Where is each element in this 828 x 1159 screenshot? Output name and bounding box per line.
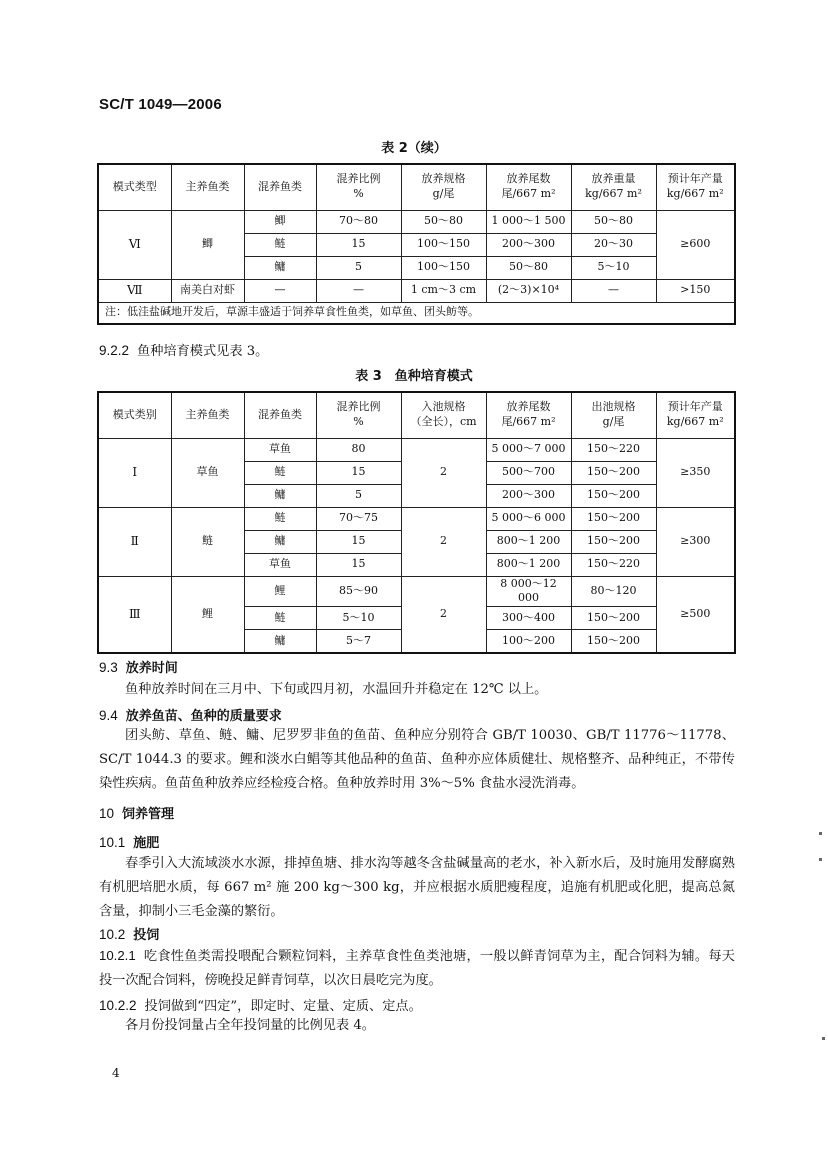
t3-cell: 鳙 — [244, 484, 316, 507]
t2-mode7-type: Ⅶ — [98, 279, 171, 302]
t2-cell: 1 000～1 500 — [486, 210, 571, 233]
table-row — [98, 438, 735, 461]
t2-cell: — — [244, 279, 316, 302]
t2-cell: — — [571, 279, 656, 302]
t2-cell: 15 — [316, 233, 401, 256]
t3-h-main: 主养鱼类 — [171, 392, 244, 438]
page-number: 4 — [112, 1066, 120, 1080]
t3-g3-main: 鲤 — [171, 576, 244, 653]
t3-cell: 200～300 — [486, 484, 571, 507]
table3 — [97, 391, 736, 654]
table2-note-row — [98, 302, 735, 324]
t3-cell: 100～200 — [486, 630, 571, 653]
t3-cell: 5 000～7 000 — [486, 438, 571, 461]
t2-cell: 50～80 — [486, 256, 571, 279]
t3-cell: 15 — [316, 461, 401, 484]
section-10-1-heading: 10.1 施肥 — [99, 835, 160, 851]
section-9-3-text: 鱼种放养时间在三月中、下旬或四月初，水温回升并稳定在 12℃ 以上。 — [125, 682, 548, 697]
t2-cell: (2～3)×10⁴ — [486, 279, 571, 302]
t3-g1-type: Ⅰ — [98, 438, 171, 507]
t2-mode6-type: Ⅵ — [98, 210, 171, 279]
t2-h-yield: 预计年产量 kg/667 m² — [656, 164, 735, 210]
section-9-4-heading: 9.4 放养鱼苗、鱼种的质量要求 — [99, 708, 282, 724]
t2-cell: 5 — [316, 256, 401, 279]
t3-h-insize: 入池规格 （全长），cm — [401, 392, 486, 438]
table-row — [98, 210, 735, 233]
t2-h-weight: 放养重量 kg/667 m² — [571, 164, 656, 210]
t3-cell: 5 000～6 000 — [486, 507, 571, 530]
table-row — [98, 507, 735, 530]
table2 — [97, 163, 736, 325]
table2-note: 注：低洼盐碱地开发后，草源丰盛适于饲养草食性鱼类，如草鱼、团头鲂等。 — [98, 302, 735, 324]
t3-cell: 鲢 — [244, 507, 316, 530]
t3-cell: 草鱼 — [244, 553, 316, 576]
t3-cell: 5 — [316, 484, 401, 507]
t2-cell: — — [316, 279, 401, 302]
t3-cell: 70～75 — [316, 507, 401, 530]
t3-g1-main: 草鱼 — [171, 438, 244, 507]
table2-header-row — [98, 164, 735, 210]
table-row — [98, 279, 735, 302]
t3-cell: 150～200 — [571, 507, 656, 530]
table3-caption: 表 3 鱼种培育模式 — [355, 369, 473, 384]
t2-cell: 鲫 — [244, 210, 316, 233]
t2-h-main: 主养鱼类 — [171, 164, 244, 210]
t3-g2-yield: ≥300 — [656, 507, 735, 576]
section-9-3-heading: 9.3 放养时间 — [99, 660, 178, 676]
t2-mode6-yield: ≥600 — [656, 210, 735, 279]
t3-cell: 8 000～12 000 — [486, 576, 571, 607]
section-10-2-heading: 10.2 投饲 — [99, 927, 160, 943]
t3-cell: 15 — [316, 530, 401, 553]
table3-header-row — [98, 392, 735, 438]
t3-cell: 300～400 — [486, 607, 571, 630]
t2-h-spec: 放养规格 g/尾 — [401, 164, 486, 210]
t3-cell: 85～90 — [316, 576, 401, 607]
t2-cell: 100～150 — [401, 256, 486, 279]
section-10-2-2-text: 10.2.2 投饲做到“四定”，即定时、定量、定质、定点。 — [99, 998, 422, 1014]
t3-cell: 150～200 — [571, 630, 656, 653]
t3-cell: 鳙 — [244, 530, 316, 553]
t2-cell: 50～80 — [401, 210, 486, 233]
t2-cell: 鲢 — [244, 233, 316, 256]
t2-cell: >150 — [656, 279, 735, 302]
t3-cell: 15 — [316, 553, 401, 576]
t2-h-mixed: 混养鱼类 — [244, 164, 316, 210]
t2-cell: 南美白对虾 — [171, 279, 244, 302]
t3-cell: 150～220 — [571, 553, 656, 576]
t3-cell: 150～200 — [571, 484, 656, 507]
t3-g1-yield: ≥350 — [656, 438, 735, 507]
section-9-2-2: 9.2.2 鱼种培育模式见表 3。 — [99, 343, 269, 359]
t3-h-type: 模式类别 — [98, 392, 171, 438]
t2-cell: 鳙 — [244, 256, 316, 279]
t2-cell: 5～10 — [571, 256, 656, 279]
t2-mode6-main: 鲫 — [171, 210, 244, 279]
section-10-2-1-text: 10.2.1 吃食性鱼类需投喂配合颗粒饲料，主养草食性鱼类池塘，一般以鲜青饲草为主，配合饲料为辅。每天投一次配合饲料，傍晚投足鲜青饲草，以次日晨吃完为度。 — [99, 948, 735, 988]
t3-cell: 80 — [316, 438, 401, 461]
t2-h-type: 模式类型 — [98, 164, 171, 210]
t3-cell: 150～200 — [571, 607, 656, 630]
t2-cell: 200～300 — [486, 233, 571, 256]
t3-h-mixed: 混养鱼类 — [244, 392, 316, 438]
t3-h-ratio: 混养比例 % — [316, 392, 401, 438]
t3-g2-type: Ⅱ — [98, 507, 171, 576]
t3-cell: 鲢 — [244, 607, 316, 630]
scan-mark — [819, 858, 822, 861]
t3-g1-size: 2 — [401, 438, 486, 507]
t3-g3-type: Ⅲ — [98, 576, 171, 653]
t3-h-count: 放养尾数 尾/667 m² — [486, 392, 571, 438]
t2-cell: 20～30 — [571, 233, 656, 256]
t3-cell: 鲢 — [244, 461, 316, 484]
t3-cell: 草鱼 — [244, 438, 316, 461]
t2-cell: 50～80 — [571, 210, 656, 233]
t3-cell: 鲤 — [244, 576, 316, 607]
section-10-heading: 10 饲养管理 — [99, 806, 175, 822]
scan-mark — [819, 832, 822, 835]
t3-cell: 150～200 — [571, 461, 656, 484]
t3-cell: 150～220 — [571, 438, 656, 461]
table2-caption: 表 2（续） — [381, 141, 447, 156]
scan-mark — [822, 1037, 825, 1040]
t2-cell: 70～80 — [316, 210, 401, 233]
t3-g3-size: 2 — [401, 576, 486, 653]
t3-cell: 5～7 — [316, 630, 401, 653]
t3-cell: 80～120 — [571, 576, 656, 607]
t2-cell: 1 cm～3 cm — [401, 279, 486, 302]
t3-g2-size: 2 — [401, 507, 486, 576]
t3-cell: 鳙 — [244, 630, 316, 653]
t3-g2-main: 鲢 — [171, 507, 244, 576]
t2-cell: 100～150 — [401, 233, 486, 256]
t3-cell: 500～700 — [486, 461, 571, 484]
t2-h-ratio: 混养比例 % — [316, 164, 401, 210]
t3-cell: 800～1 200 — [486, 530, 571, 553]
section-10-1-text: 春季引入大流域淡水水源，排掉鱼塘、排水沟等越冬含盐碱量高的老水，补入新水后，及时施用发酵腐熟有机肥培肥水质，每 667 m² 施 200 kg～300 kg，并应根据水质肥瘦程度，追施有机肥或化肥，提高总氮含量，抑制小三毛金藻的繁衍。 — [99, 856, 735, 919]
closing-line: 各月份投饲量占全年投饲量的比例见表 4。 — [125, 1018, 375, 1033]
table-row — [98, 576, 735, 607]
t3-h-yield: 预计年产量 kg/667 m² — [656, 392, 735, 438]
t3-h-outsize: 出池规格 g/尾 — [571, 392, 656, 438]
section-9-4-text: 团头鲂、草鱼、鲢、鳙、尼罗罗非鱼的鱼苗、鱼种应分别符合 GB/T 10030、GB/T 11776～11778、SC/T 1044.3 的要求。鲤和淡水白鲳等其他品种的鱼苗、鱼种亦应体质健壮、规格整齐、品种纯正，不带传染性疾病。鱼苗鱼种放养应经检疫合格。鱼种放养时用 3%～5% 食盐水浸洗消毒。 — [99, 728, 735, 791]
t3-cell: 800～1 200 — [486, 553, 571, 576]
t3-cell: 5～10 — [316, 607, 401, 630]
standard-code: SC/T 1049—2006 — [99, 96, 222, 113]
t3-cell: 150～200 — [571, 530, 656, 553]
t2-h-count: 放养尾数 尾/667 m² — [486, 164, 571, 210]
t3-g3-yield: ≥500 — [656, 576, 735, 653]
